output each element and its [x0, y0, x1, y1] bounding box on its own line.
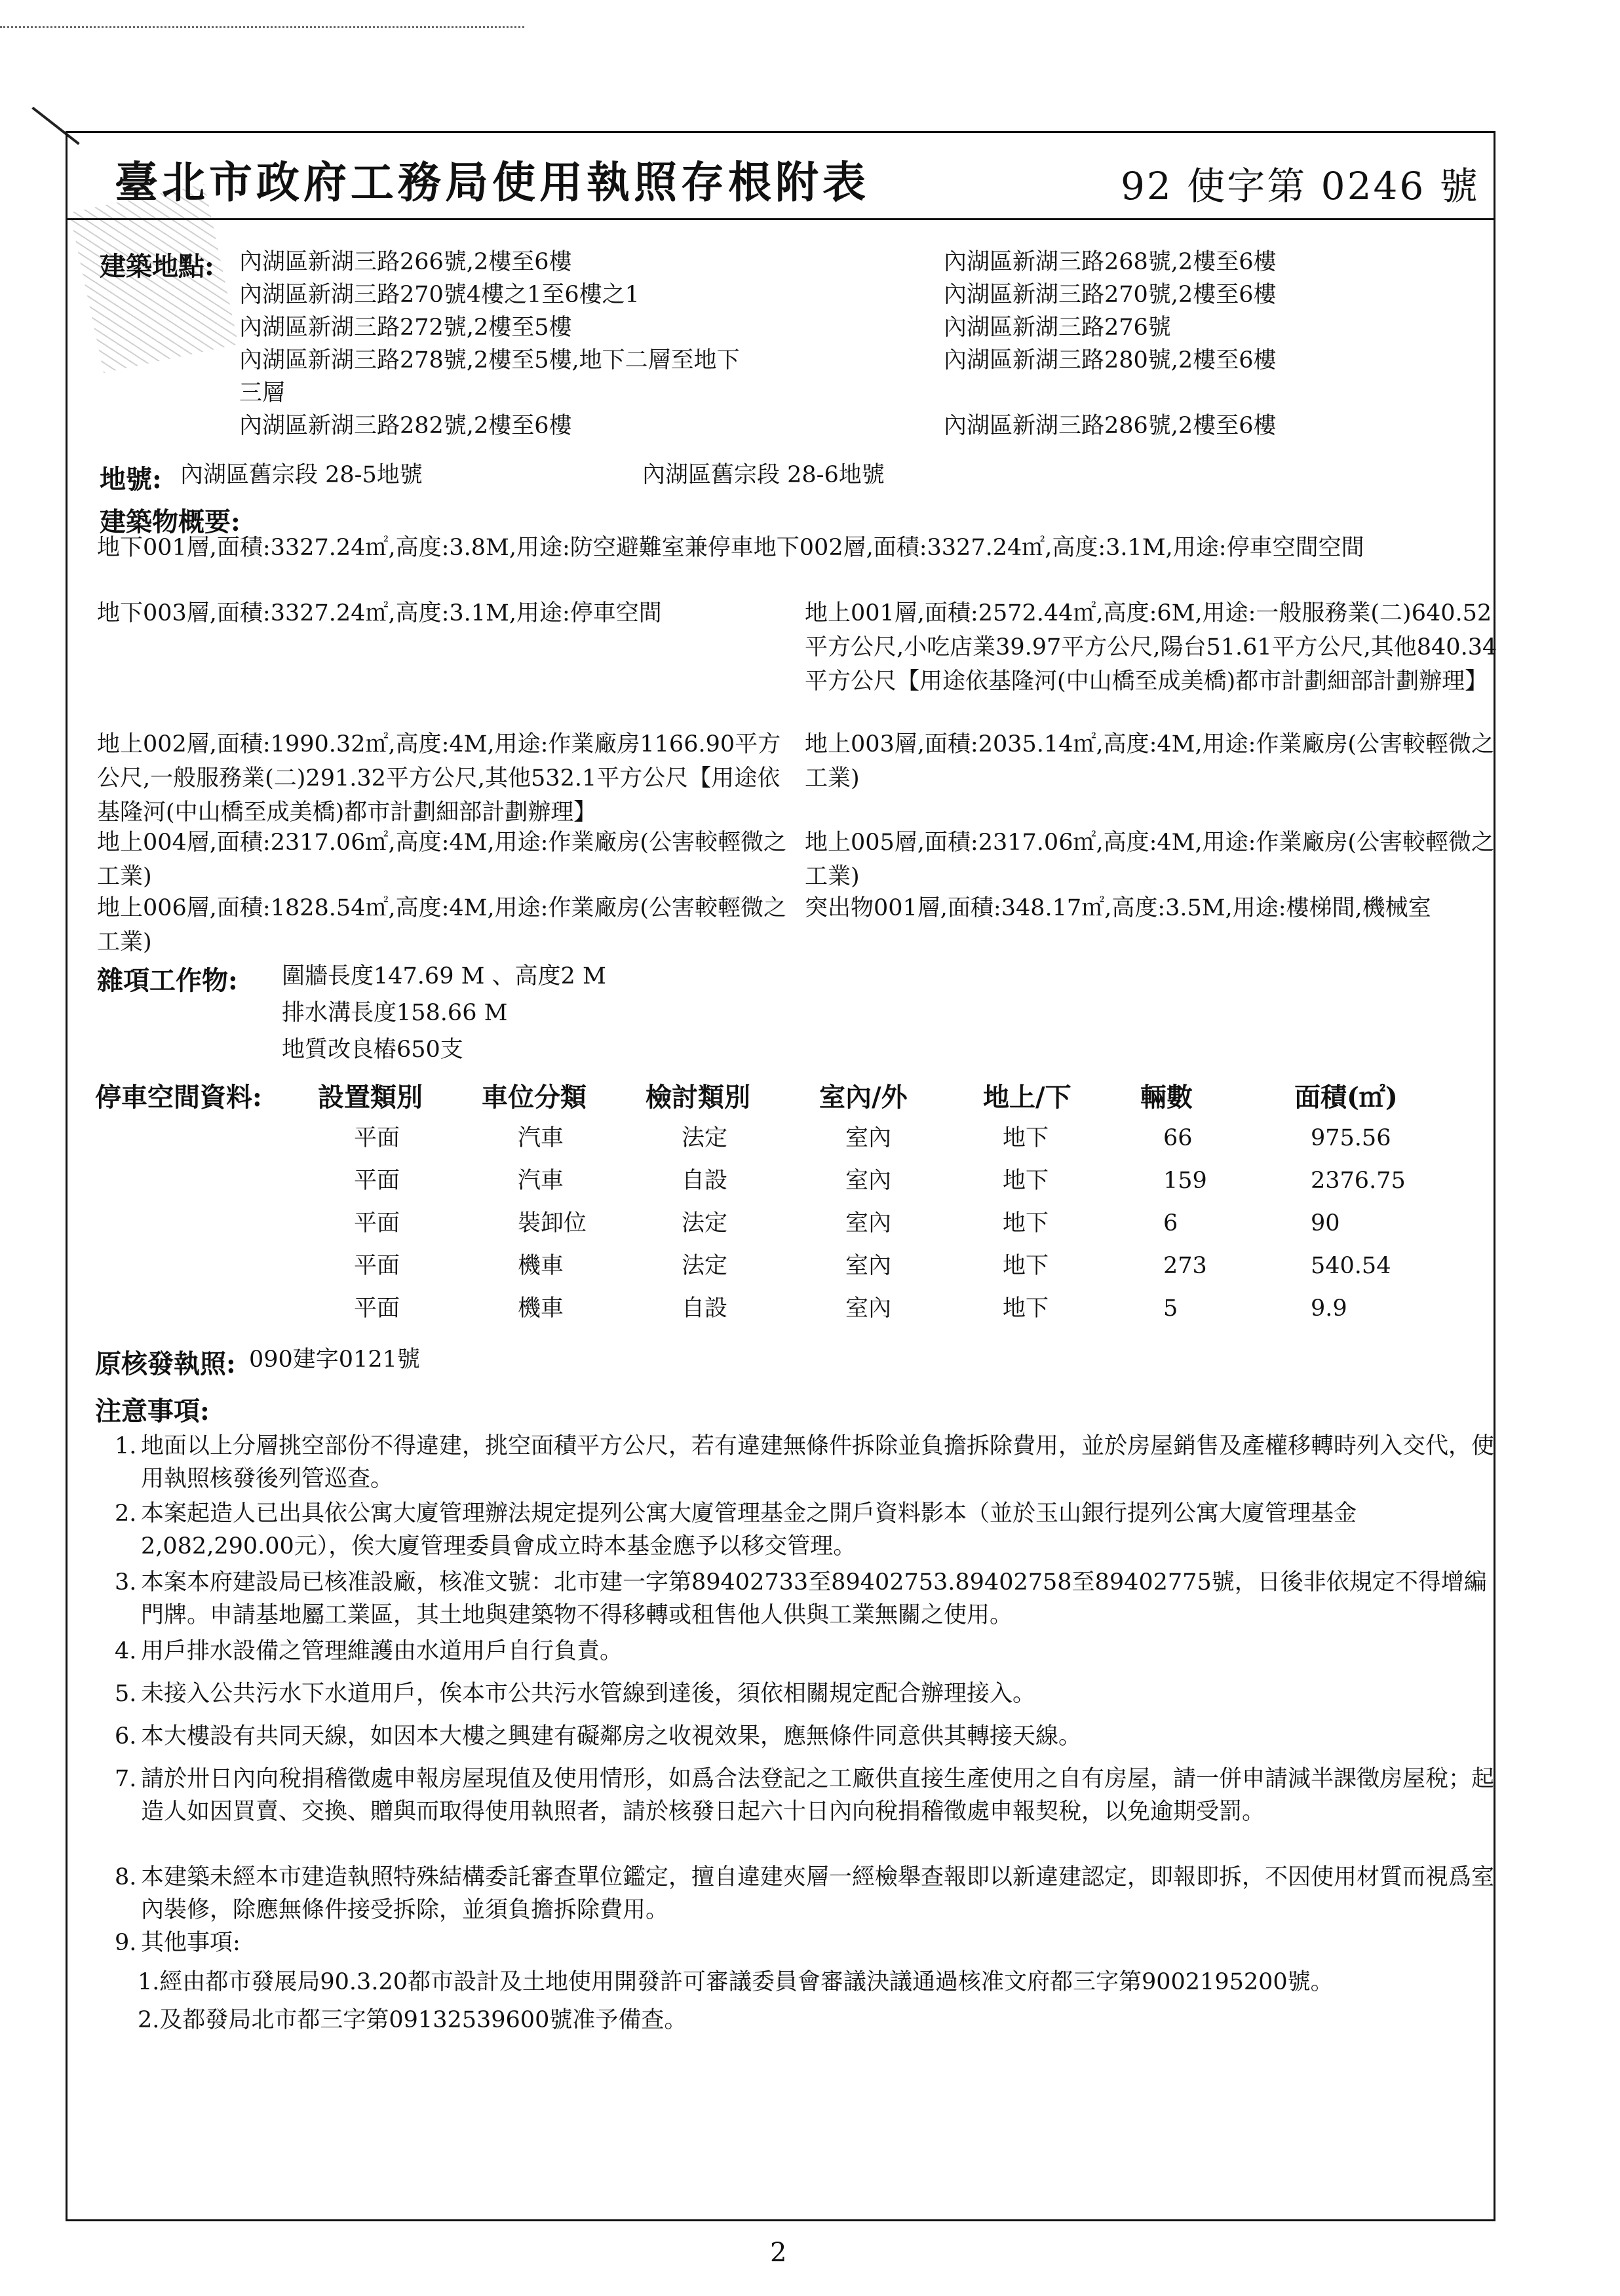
parking-header: 地上/下 [983, 1082, 1071, 1113]
parking-header: 檢討類別 [646, 1082, 750, 1113]
note-number: 6. [115, 1723, 137, 1750]
site-address [944, 377, 1276, 410]
parking-cell: 地下 [1003, 1125, 1049, 1151]
parking-cell: 159 [1163, 1168, 1207, 1194]
note-text: 本案起造人已出具依公寓大廈管理辦法規定提列公寓大廈管理基金之開戶資料影本（並於玉山銀行提列公寓大廈管理基金2,082,290.00元），俟大廈管理委員會成立時本基金應予以移交管理。 [141, 1501, 1357, 1559]
parking-cell: 273 [1163, 1253, 1207, 1279]
parking-cell: 平面 [354, 1210, 400, 1236]
parking-cell: 汽車 [518, 1125, 564, 1151]
overview-label: 建築物概要: [100, 507, 241, 537]
parking-cell: 6 [1163, 1210, 1178, 1236]
overview-b03: 地下003層,面積:3327.24㎡,高度:3.1M,用途:停車空間 [97, 600, 662, 626]
overview-f02: 地上002層,面積:1990.32㎡,高度:4M,用途:作業廠房1166.90平方公尺,一般服務業(二)291.32平方公尺,其他532.1平方公尺【用途依基隆河(中山橋至成美橋)都市計劃細部計劃辦理】 [97, 731, 781, 826]
parking-cell: 裝卸位 [518, 1210, 587, 1236]
overview-f03: 地上003層,面積:2035.14㎡,高度:4M,用途:作業廠房(公害較輕微之工業) [805, 731, 1495, 792]
parking-cell: 地下 [1003, 1253, 1049, 1279]
site-address: 內湖區新湖三路266號,2樓至6樓 [239, 249, 572, 275]
site-address: 內湖區新湖三路268號,2樓至6樓 [944, 249, 1277, 275]
parking-cell: 平面 [354, 1295, 400, 1322]
parking-cell: 法定 [682, 1125, 728, 1151]
site-address: 內湖區新湖三路278號,2樓至5樓,地下二層至地下 [239, 347, 740, 373]
other-item: 1.經由都市發展局90.3.20都市設計及土地使用開發許可審議委員會審議決議通過核准文府都三字第9002195200號。 [138, 1969, 1334, 1995]
document-number: 92 使字第 0246 號 [1121, 164, 1480, 208]
note-number: 3. [115, 1569, 137, 1596]
note-text: 其他事項: [141, 1930, 241, 1956]
parking-header: 室內/外 [819, 1082, 908, 1113]
note-number: 2. [115, 1501, 137, 1527]
overview-f05: 地上005層,面積:2317.06㎡,高度:4M,用途:作業廠房(公害較輕微之工業) [805, 830, 1495, 890]
overview-f06: 地上006層,面積:1828.54㎡,高度:4M,用途:作業廠房(公害較輕微之工業) [97, 895, 787, 955]
parking-cell: 地下 [1003, 1210, 1049, 1236]
title-divider [66, 218, 1495, 220]
note-number: 1. [115, 1433, 137, 1459]
parking-cell: 室內 [845, 1295, 892, 1322]
site-address: 內湖區新湖三路270號,2樓至6樓 [944, 282, 1277, 308]
parking-cell: 室內 [845, 1210, 892, 1236]
note-text: 未接入公共污水下水道用戶，俟本市公共污水管線到達後，須依相關規定配合辦理接入。 [141, 1681, 1036, 1707]
parking-cell: 室內 [845, 1253, 892, 1279]
original-permit-number: 090建字0121號 [249, 1347, 420, 1373]
parking-cell: 2376.75 [1311, 1168, 1406, 1194]
lot-number-2: 內湖區舊宗段 28-6地號 [642, 462, 885, 488]
site-address: 內湖區新湖三路272號,2樓至5樓 [239, 315, 572, 341]
note-text: 地面以上分層挑空部份不得違建，挑空面積平方公尺，若有違建無條件拆除並負擔拆除費用，並於房屋銷售及產權移轉時列入交代，使用執照核發後列管巡查。 [141, 1433, 1495, 1492]
site-col-1 [239, 246, 740, 442]
parking-cell: 90 [1311, 1210, 1340, 1236]
site-address: 內湖區新湖三路276號 [944, 315, 1171, 341]
parking-cell: 機車 [518, 1295, 564, 1322]
site-address: 內湖區新湖三路286號,2樓至6樓 [944, 413, 1277, 439]
misc-item: 排水溝長度158.66 M [282, 1000, 508, 1026]
parking-cell: 975.56 [1311, 1125, 1391, 1151]
note-number: 4. [115, 1638, 137, 1664]
parking-cell: 自設 [682, 1168, 728, 1194]
note-number: 8. [115, 1864, 137, 1890]
parking-cell: 66 [1163, 1125, 1193, 1151]
site-address: 內湖區新湖三路282號,2樓至6樓 [239, 413, 572, 439]
original-permit-label: 原核發執照: [95, 1349, 236, 1379]
misc-item: 圍牆長度147.69 M 、高度2 M [282, 963, 606, 989]
scan-dots [0, 26, 524, 29]
parking-cell: 室內 [845, 1125, 892, 1151]
note-number: 9. [115, 1930, 137, 1956]
notes-label: 注意事項: [95, 1396, 210, 1426]
note-text: 本案本府建設局已核准設廠，核准文號：北市建一字第89402733至89402753.89402758至89402775號，日後非依規定不得增編門牌。申請基地屬工業區，其土地與建築物不得移轉或租售他人供與工業無關之使用。 [141, 1569, 1487, 1628]
parking-cell: 平面 [354, 1125, 400, 1151]
note-number: 7. [115, 1766, 137, 1792]
note-number: 5. [115, 1681, 137, 1707]
parking-header: 輛數 [1140, 1082, 1193, 1113]
lot-number-1: 內湖區舊宗段 28-5地號 [180, 462, 423, 488]
other-item: 2.及都發局北市都三字第09132539600號准予備查。 [138, 2007, 687, 2033]
parking-cell: 機車 [518, 1253, 564, 1279]
site-col-2 [944, 246, 1276, 442]
parking-header: 車位分類 [482, 1082, 587, 1113]
lot-label: 地號: [100, 464, 162, 495]
parking-cell: 平面 [354, 1253, 400, 1279]
overview-f04: 地上004層,面積:2317.06㎡,高度:4M,用途:作業廠房(公害較輕微之工業) [97, 830, 787, 890]
parking-cell: 540.54 [1311, 1253, 1391, 1279]
parking-header: 設置類別 [318, 1082, 423, 1113]
misc-item: 地質改良樁650支 [282, 1037, 463, 1063]
parking-cell: 地下 [1003, 1168, 1049, 1194]
parking-cell: 9.9 [1311, 1295, 1347, 1322]
note-text: 本建築未經本市建造執照特殊結構委託審查單位鑑定，擅自違建夾層一經檢舉查報即以新違建認定，即報即拆，不因使用材質而視爲室內裝修，除應無條件接受拆除，並須負擔拆除費用。 [141, 1864, 1495, 1923]
parking-cell: 室內 [845, 1168, 892, 1194]
parking-label: 停車空間資料: [95, 1082, 262, 1113]
document-title: 臺北市政府工務局使用執照存根附表 [115, 157, 870, 208]
site-address: 內湖區新湖三路280號,2樓至6樓 [944, 347, 1277, 373]
site-label: 建築地點: [100, 251, 214, 282]
overview-b01-b02: 地下001層,面積:3327.24㎡,高度:3.8M,用途:防空避難室兼停車地下002層,面積:3327.24㎡,高度:3.1M,用途:停車空間空間 [97, 535, 1364, 561]
parking-cell: 地下 [1003, 1295, 1049, 1322]
misc-label: 雜項工作物: [97, 965, 238, 996]
parking-header: 面積(㎡) [1294, 1082, 1398, 1113]
note-text: 本大樓設有共同天線，如因本大樓之興建有礙鄰房之收視效果，應無條件同意供其轉接天線。 [141, 1723, 1082, 1750]
overview-f01: 地上001層,面積:2572.44㎡,高度:6M,用途:一般服務業(二)640.52平方公尺,小吃店業39.97平方公尺,陽台51.61平方公尺,其他840.34平方公尺【用途依基隆河(中山橋至成美橋)都市計劃細部計劃辦理】 [805, 600, 1497, 695]
parking-cell: 自設 [682, 1295, 728, 1322]
site-address: 內湖區新湖三路270號4樓之1至6樓之1 [239, 282, 640, 308]
parking-cell: 汽車 [518, 1168, 564, 1194]
note-text: 用戶排水設備之管理維護由水道用戶自行負責。 [141, 1638, 623, 1664]
parking-cell: 法定 [682, 1253, 728, 1279]
note-text: 請於卅日內向稅捐稽徵處申報房屋現值及使用情形，如爲合法登記之工廠供直接生產使用之自有房屋，請一併申請減半課徵房屋稅；起造人如因買賣、交換、贈與而取得使用執照者，請於核發日起六十日內向稅捐稽徵處申報契稅，以免逾期受罰。 [141, 1766, 1495, 1825]
parking-cell: 法定 [682, 1210, 728, 1236]
overview-p01: 突出物001層,面積:348.17㎡,高度:3.5M,用途:樓梯間,機械室 [805, 895, 1431, 921]
page-number: 2 [770, 2238, 787, 2268]
parking-cell: 平面 [354, 1168, 400, 1194]
site-address: 三層 [239, 380, 286, 406]
parking-cell: 5 [1163, 1295, 1178, 1322]
misc-items [282, 958, 606, 1068]
